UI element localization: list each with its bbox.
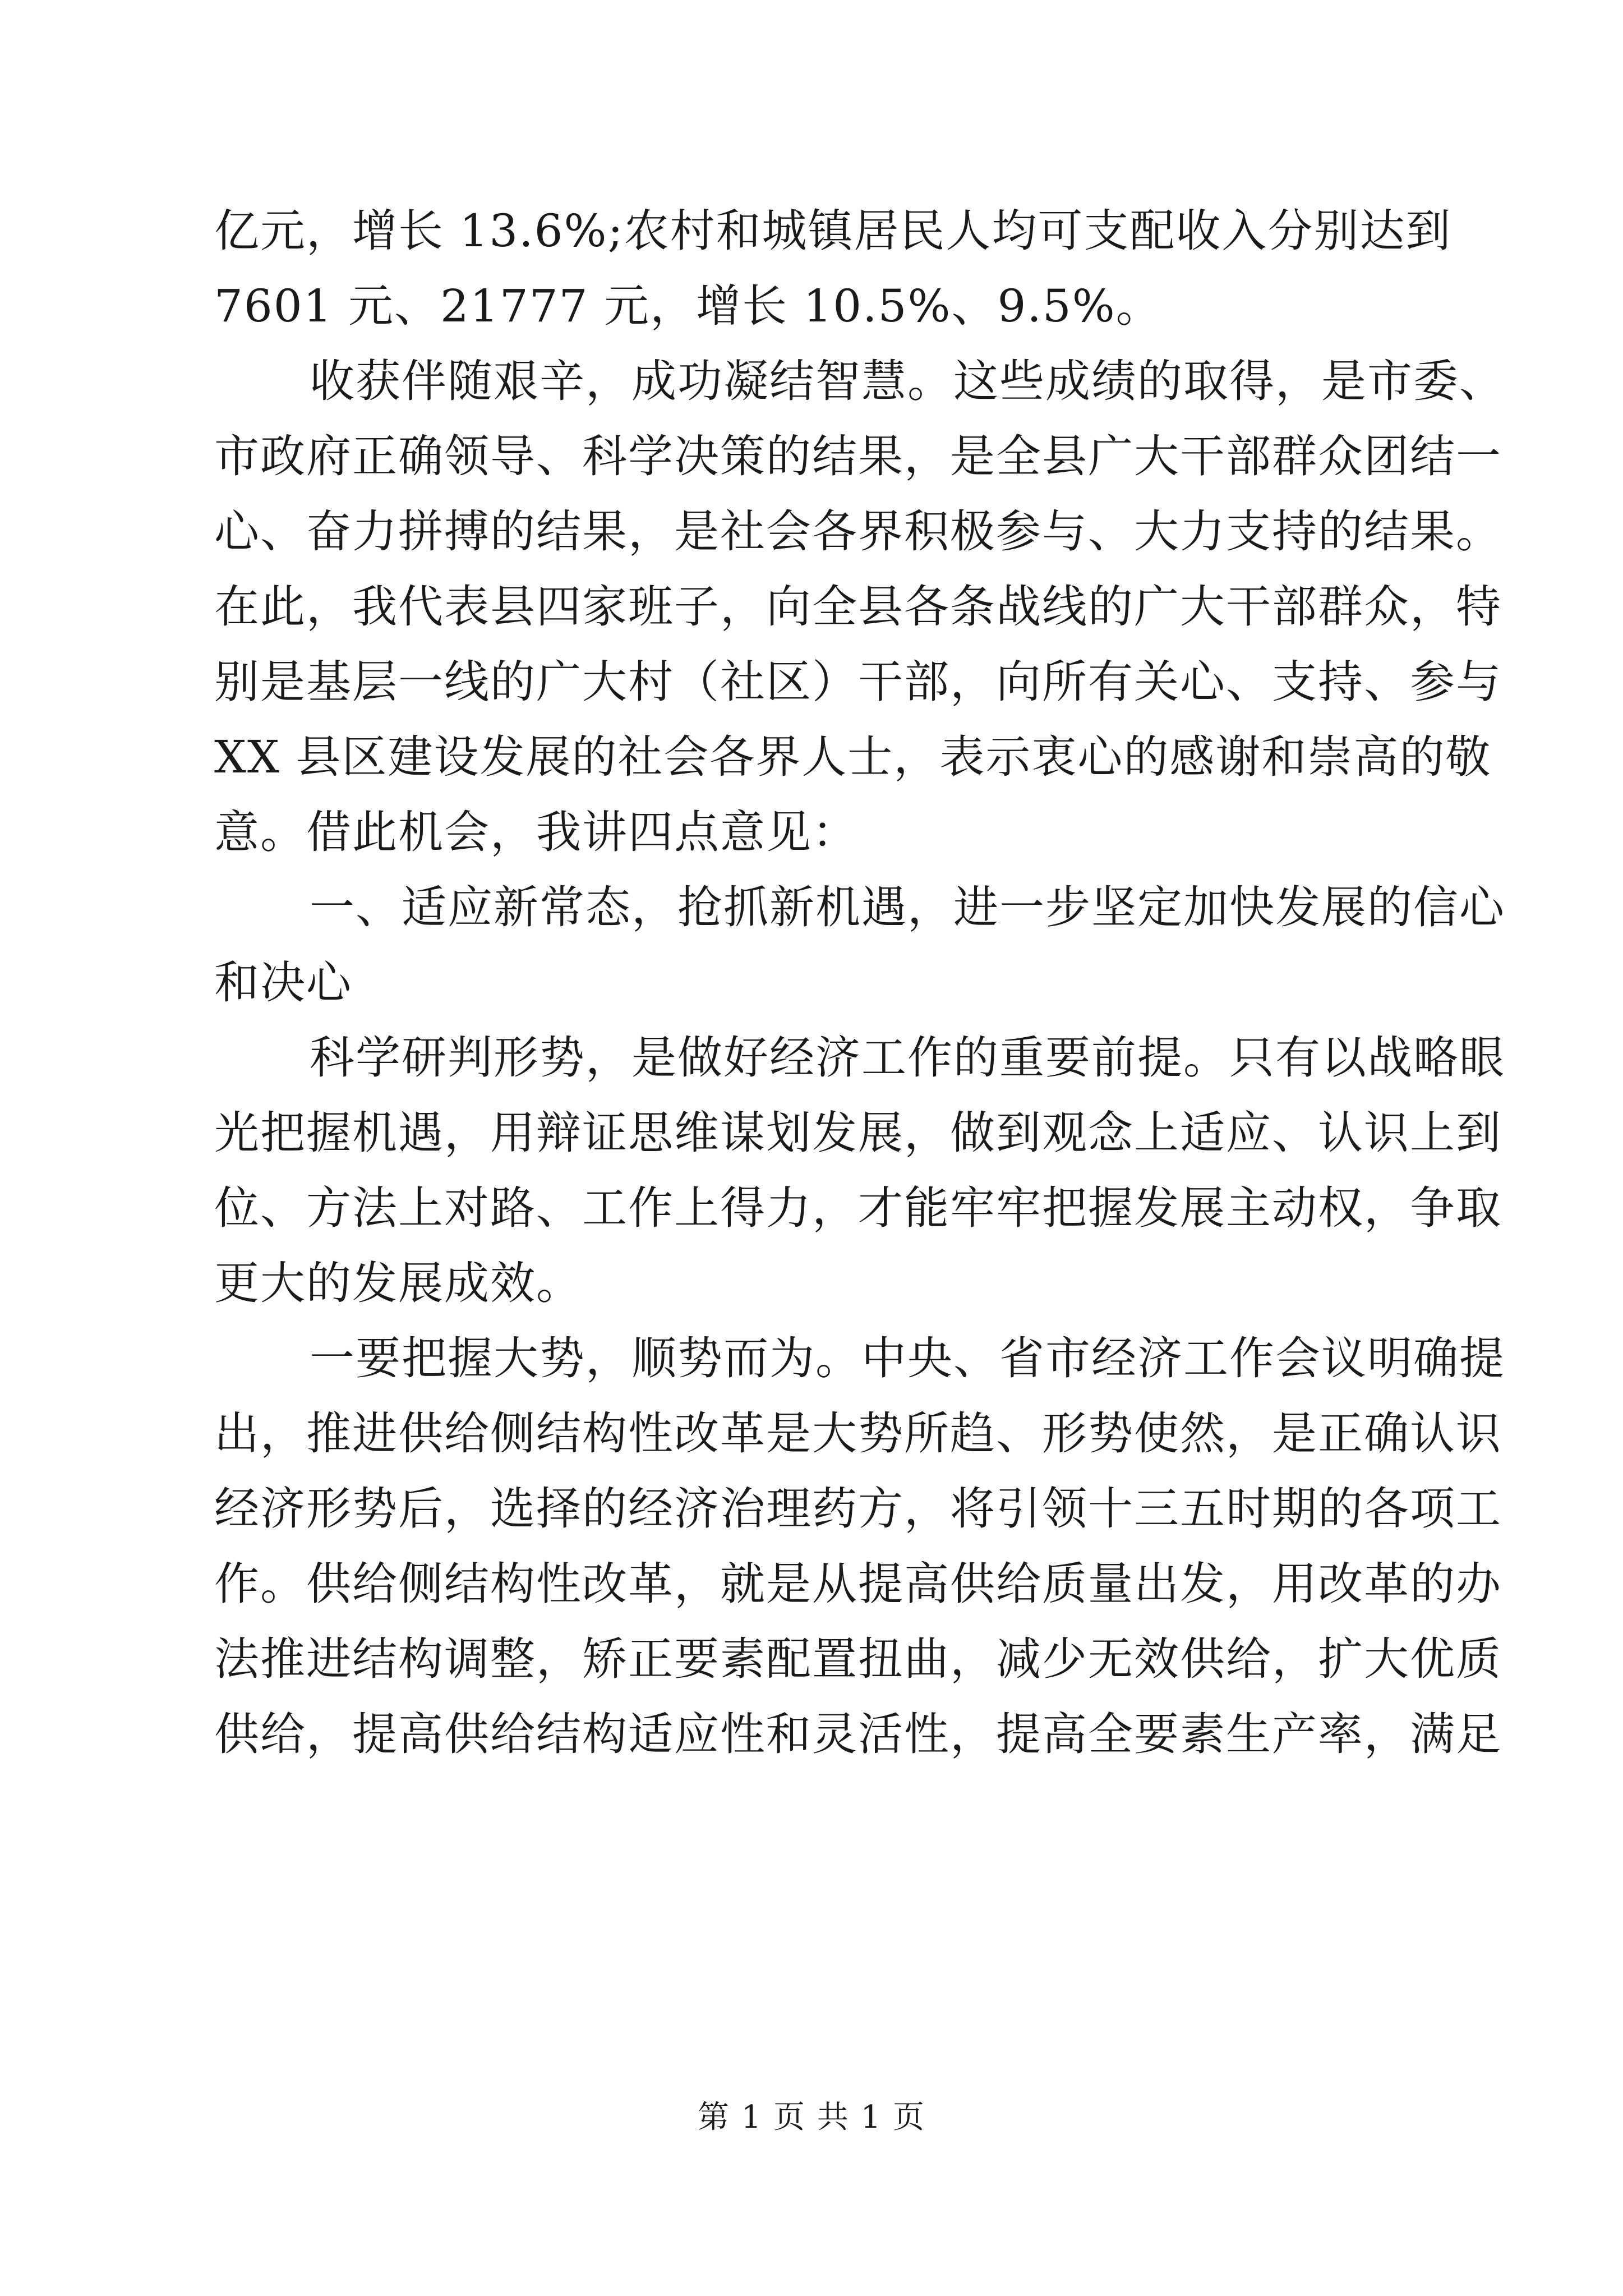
page-footer: 第 1 页 共 1 页 xyxy=(697,2099,926,2136)
text-line: 7601 元、21777 元，增长 10.5%、9.5%。 xyxy=(214,280,1162,332)
text-line: 意。借此机会，我讲四点意见： xyxy=(214,806,858,858)
text-line: 亿元，增长 13.6%;农村和城镇居民人均可支配收入分别达到 xyxy=(214,205,1452,257)
text-line: 和决心 xyxy=(214,956,352,1009)
text-line: 别是基层一线的广大村（社区）干部，向所有关心、支持、参与 xyxy=(214,656,1502,708)
text-line: 一、适应新常态，抢抓新机遇，进一步坚定加快发展的信心 xyxy=(310,881,1505,933)
document-body xyxy=(214,194,1505,1772)
text-line: 收获伴随艰辛，成功凝结智慧。这些成绩的取得，是市委、 xyxy=(310,355,1505,407)
text-line: 在此，我代表县四家班子，向全县各条战线的广大干部群众，特 xyxy=(214,581,1502,633)
text-line: 市政府正确领导、科学决策的结果，是全县广大干部群众团结一 xyxy=(214,430,1502,482)
text-line: 法推进结构调整，矫正要素配置扭曲，减少无效供给，扩大优质 xyxy=(214,1633,1502,1685)
text-line: 一要把握大势，顺势而为。中央、省市经济工作会议明确提 xyxy=(310,1332,1505,1384)
text-line: 出，推进供给侧结构性改革是大势所趋、形势使然，是正确认识 xyxy=(214,1407,1502,1460)
text-line: 供给，提高供给结构适应性和灵活性，提高全要素生产率，满足 xyxy=(214,1708,1502,1760)
text-line: 经济形势后，选择的经济治理药方，将引领十三五时期的各项工 xyxy=(214,1483,1502,1535)
text-line: 科学研判形势，是做好经济工作的重要前提。只有以战略眼 xyxy=(310,1032,1505,1084)
text-line: XX 县区建设发展的社会各界人士，表示衷心的感谢和崇高的敬 xyxy=(214,731,1492,783)
text-line: 作。供给侧结构性改革，就是从提高供给质量出发，用改革的办 xyxy=(214,1558,1502,1610)
text-line: 更大的发展成效。 xyxy=(214,1257,582,1309)
text-line: 心、奋力拼搏的结果，是社会各界积极参与、大力支持的结果。 xyxy=(214,505,1502,558)
text-line: 位、方法上对路、工作上得力，才能牢牢把握发展主动权，争取 xyxy=(214,1182,1502,1234)
text-line: 光把握机遇，用辩证思维谋划发展，做到观念上适应、认识上到 xyxy=(214,1107,1502,1159)
